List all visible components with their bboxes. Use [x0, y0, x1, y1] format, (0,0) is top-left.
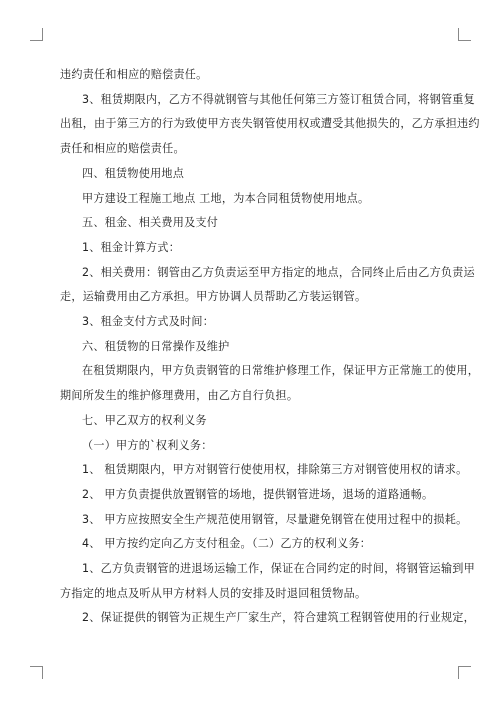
- section-heading-rent-fees: [60, 211, 445, 236]
- list-item-party-a-1: [60, 458, 468, 483]
- text-line: 责任和相应的赔偿责任。: [60, 142, 185, 156]
- crop-mark-top-left: [30, 28, 43, 41]
- text-line: 走，运输费用由乙方承担。甲方协调人员帮助乙方装运钢管。: [60, 290, 367, 304]
- paragraph-clause-3-sublease: [60, 88, 480, 162]
- text-line: 3、 甲方应按照安全生产规范使用钢管，尽量避免钢管在使用过程中的损耗。: [82, 512, 468, 526]
- paragraph-usage-location: [60, 187, 445, 212]
- text-line: 3、租赁期限内，乙方不得就钢管与其他任何第三方签订租赁合同，将钢管重复: [82, 92, 475, 106]
- text-line: 1、 租赁期限内，甲方对钢管行使使用权，排除第三方对钢管使用权的请求。: [82, 463, 468, 477]
- list-item-party-b-1: [60, 557, 475, 606]
- text-line: 违约责任和相应的赔偿责任。: [60, 68, 208, 81]
- crop-mark-bottom-right: [458, 666, 471, 679]
- text-line: （一）甲方的`权利义务：: [82, 438, 213, 452]
- text-line: 五、租金、相关费用及支付: [82, 216, 219, 230]
- section-heading-rights-obligations: [60, 409, 445, 434]
- section-heading-usage-location: [60, 162, 445, 187]
- text-line: 出租，由于第三方的行为致使甲方丧失钢管使用权或遭受其他损失的，乙方承担违约: [60, 117, 480, 131]
- list-item-party-a-3: [60, 508, 468, 533]
- text-line: 在租赁期限内，甲方负责钢管的日常维护修理工作，保证甲方正常施工的使用，: [82, 364, 480, 378]
- paragraph-related-fees: [60, 261, 475, 310]
- paragraph-rent-calculation: [60, 236, 445, 261]
- text-line: 1、租金计算方式：: [82, 240, 181, 254]
- crop-mark-top-right: [458, 28, 471, 41]
- text-line: 甲方建设工程施工地点 工地，为本合同租赁物使用地点。: [82, 191, 370, 205]
- text-line: 1、乙方负责钢管的进退场运输工作，保证在合同约定的时间，将钢管运输到甲: [82, 562, 475, 576]
- list-item-party-a-4: [60, 532, 445, 557]
- text-line: 方指定的地点及听从甲方材料人员的安排及时退回租赁物品。: [60, 586, 367, 600]
- section-heading-maintenance: [60, 335, 445, 360]
- document-body: [60, 63, 480, 631]
- paragraph-breach-liability: [60, 63, 445, 88]
- text-line: 2、相关费用：钢管由乙方负责运至甲方指定的地点，合同终止后由乙方负责运: [82, 265, 475, 279]
- crop-mark-bottom-left: [30, 666, 43, 679]
- text-line: 期间所发生的维护修理费用，由乙方自行负担。: [60, 389, 299, 403]
- paragraph-payment-method: [60, 310, 445, 335]
- text-line: 六、租赁物的日常操作及维护: [82, 339, 230, 353]
- text-line: 2、 甲方负责提供放置钢管的场地，提供钢管进场，退场的道路通畅。: [82, 487, 434, 501]
- paragraph-maintenance: [60, 359, 480, 408]
- subsection-heading-party-a: [60, 434, 445, 459]
- text-line: 4、 甲方按约定向乙方支付租金。（二）乙方的权利义务：: [82, 537, 372, 551]
- list-item-party-a-2: [60, 483, 445, 508]
- text-line: 四、租赁物使用地点: [82, 166, 185, 180]
- text-line: 七、甲乙双方的权利义务: [82, 413, 207, 427]
- text-line: 2、保证提供的钢管为正规生产厂家生产，符合建筑工程钢管使用的行业规定，: [82, 611, 475, 625]
- list-item-party-b-2: [60, 606, 475, 631]
- text-line: 3、租金支付方式及时间：: [82, 315, 215, 329]
